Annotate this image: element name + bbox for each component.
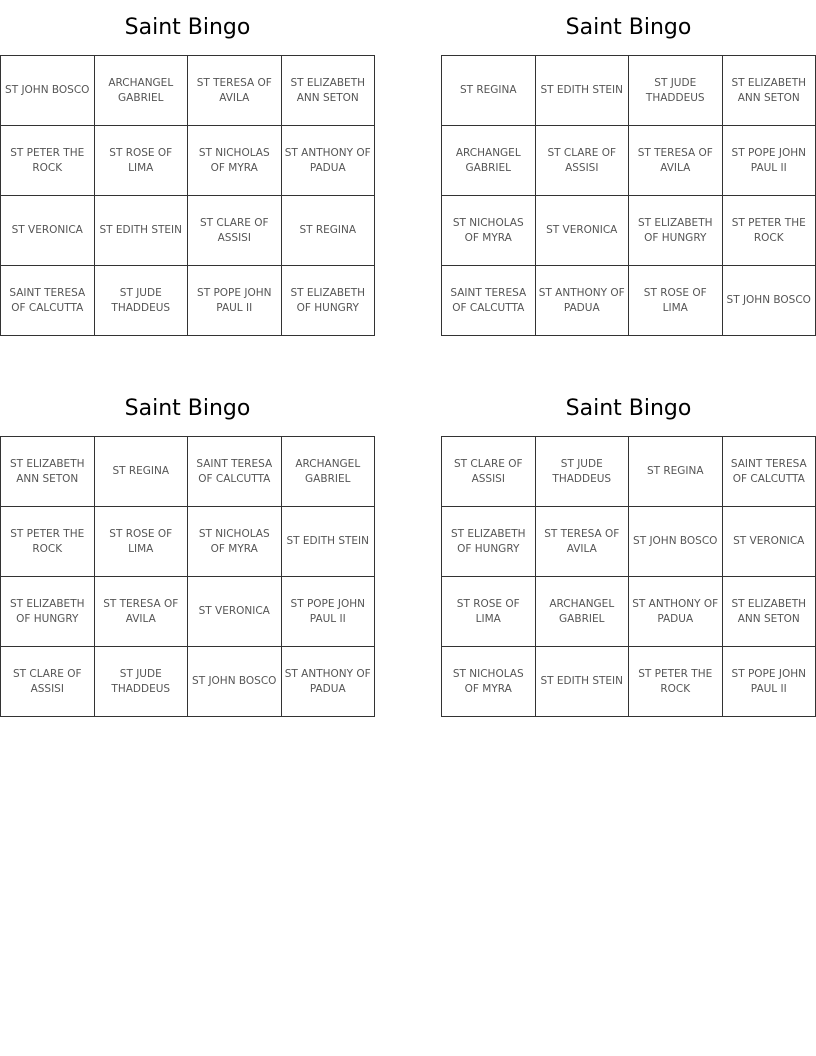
bingo-cell: ST ELIZABETH OF HUNGRY [629, 196, 723, 266]
bingo-grid [441, 436, 816, 717]
bingo-cell: ST CLARE OF ASSISI [442, 437, 536, 507]
bingo-cell: ST EDITH STEIN [536, 56, 630, 126]
bingo-grid [441, 55, 816, 336]
bingo-cell: ST TERESA OF AVILA [188, 56, 282, 126]
bingo-cell: ST POPE JOHN PAUL II [723, 647, 816, 717]
bingo-cell: ST JOHN BOSCO [629, 507, 723, 577]
bingo-cell: ST ROSE OF LIMA [442, 577, 536, 647]
bingo-cell: ARCHANGEL GABRIEL [536, 577, 630, 647]
bingo-cell: ST ROSE OF LIMA [95, 507, 189, 577]
bingo-cell: ARCHANGEL GABRIEL [95, 56, 189, 126]
bingo-cell: ST REGINA [629, 437, 723, 507]
bingo-cell: ST TERESA OF AVILA [629, 126, 723, 196]
bingo-cell: ST NICHOLAS OF MYRA [442, 647, 536, 717]
bingo-cell: ST ELIZABETH OF HUNGRY [442, 507, 536, 577]
bingo-cell: ST PETER THE ROCK [629, 647, 723, 717]
bingo-cell: ST JOHN BOSCO [188, 647, 282, 717]
bingo-cell: ST JOHN BOSCO [1, 56, 95, 126]
bingo-cell: ST CLARE OF ASSISI [536, 126, 630, 196]
bingo-cell: ST PETER THE ROCK [1, 507, 95, 577]
card-title: Saint Bingo [124, 396, 251, 421]
bingo-cell: ST ELIZABETH ANN SETON [723, 577, 816, 647]
bingo-cell: SAINT TERESA OF CALCUTTA [723, 437, 816, 507]
bingo-cell: ST VERONICA [1, 196, 95, 266]
bingo-cell: ST PETER THE ROCK [723, 196, 816, 266]
bingo-cell: ST REGINA [95, 437, 189, 507]
bingo-grid [0, 55, 375, 336]
bingo-cell: ST JUDE THADDEUS [95, 647, 189, 717]
bingo-cell: ST ELIZABETH OF HUNGRY [282, 266, 376, 336]
bingo-cell: ARCHANGEL GABRIEL [442, 126, 536, 196]
bingo-card-1 [0, 0, 375, 336]
bingo-cell: ST PETER THE ROCK [1, 126, 95, 196]
bingo-cell: ST ELIZABETH ANN SETON [282, 56, 376, 126]
bingo-cell: ST JUDE THADDEUS [629, 56, 723, 126]
card-title: Saint Bingo [124, 15, 251, 40]
bingo-cell: ST ANTHONY OF PADUA [282, 126, 376, 196]
bingo-cell: ST POPE JOHN PAUL II [723, 126, 816, 196]
card-title: Saint Bingo [565, 396, 692, 421]
bingo-cell: ST JUDE THADDEUS [95, 266, 189, 336]
bingo-cell: ST ANTHONY OF PADUA [629, 577, 723, 647]
bingo-card-2 [441, 0, 816, 336]
bingo-cell: ST CLARE OF ASSISI [1, 647, 95, 717]
bingo-cell: ST NICHOLAS OF MYRA [188, 126, 282, 196]
bingo-cell: ST ROSE OF LIMA [95, 126, 189, 196]
bingo-cell: ST VERONICA [536, 196, 630, 266]
bingo-cell: ST EDITH STEIN [536, 647, 630, 717]
bingo-cell: ARCHANGEL GABRIEL [282, 437, 376, 507]
bingo-cell: ST POPE JOHN PAUL II [188, 266, 282, 336]
bingo-cell: ST JOHN BOSCO [723, 266, 816, 336]
bingo-cell: ST ROSE OF LIMA [629, 266, 723, 336]
card-title: Saint Bingo [565, 15, 692, 40]
bingo-cell: SAINT TERESA OF CALCUTTA [1, 266, 95, 336]
bingo-cell: ST EDITH STEIN [282, 507, 376, 577]
bingo-cell: ST CLARE OF ASSISI [188, 196, 282, 266]
bingo-cell: ST JUDE THADDEUS [536, 437, 630, 507]
bingo-cell: ST ELIZABETH ANN SETON [723, 56, 816, 126]
bingo-cell: ST TERESA OF AVILA [95, 577, 189, 647]
bingo-cell: ST REGINA [282, 196, 376, 266]
bingo-cell: ST ELIZABETH OF HUNGRY [1, 577, 95, 647]
bingo-cell: ST ANTHONY OF PADUA [536, 266, 630, 336]
bingo-cell: ST REGINA [442, 56, 536, 126]
bingo-cell: ST ANTHONY OF PADUA [282, 647, 376, 717]
bingo-grid [0, 436, 375, 717]
bingo-cell: ST VERONICA [188, 577, 282, 647]
bingo-cell: ST POPE JOHN PAUL II [282, 577, 376, 647]
bingo-cell: ST TERESA OF AVILA [536, 507, 630, 577]
bingo-card-4 [441, 381, 816, 717]
bingo-cell: SAINT TERESA OF CALCUTTA [188, 437, 282, 507]
bingo-cell: ST NICHOLAS OF MYRA [442, 196, 536, 266]
bingo-cell: SAINT TERESA OF CALCUTTA [442, 266, 536, 336]
bingo-card-3 [0, 381, 375, 717]
bingo-cell: ST VERONICA [723, 507, 816, 577]
bingo-cell: ST ELIZABETH ANN SETON [1, 437, 95, 507]
bingo-cell: ST EDITH STEIN [95, 196, 189, 266]
bingo-cell: ST NICHOLAS OF MYRA [188, 507, 282, 577]
